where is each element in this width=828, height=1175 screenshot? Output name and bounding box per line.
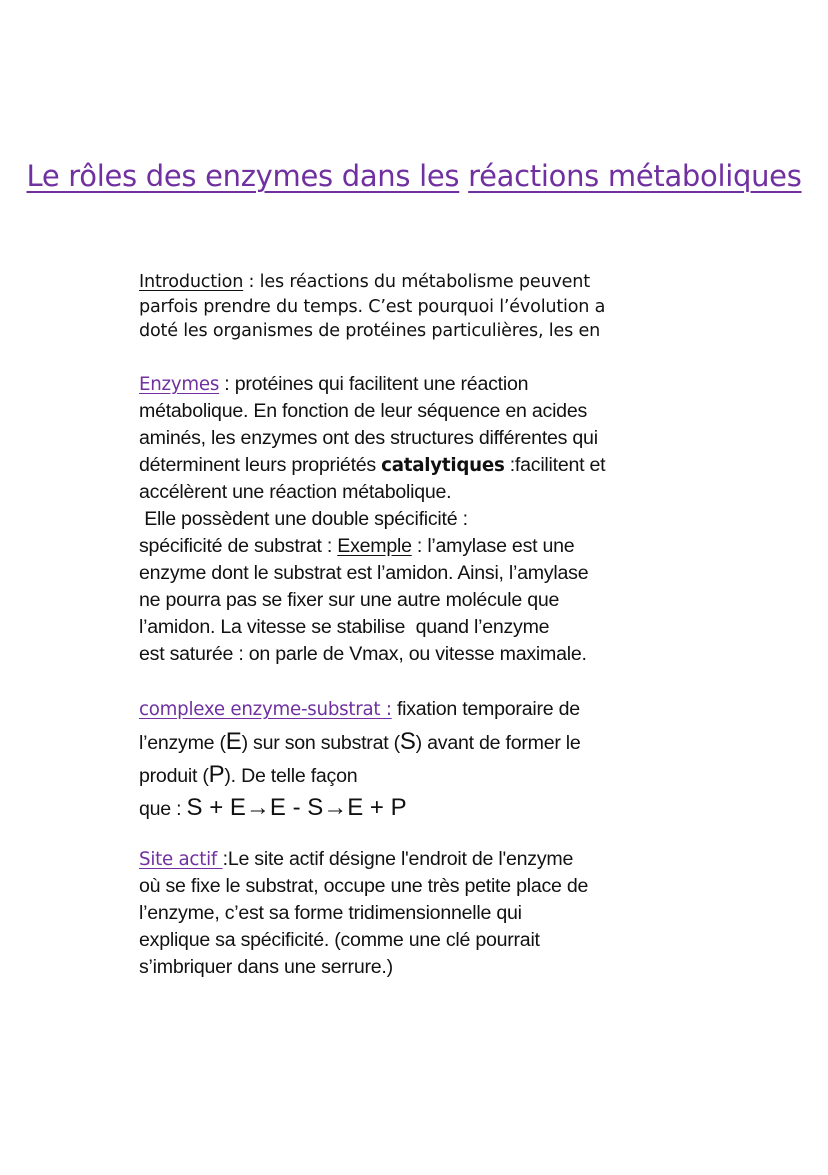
enzymes-text: : protéines qui facilitent une réaction: [219, 373, 529, 395]
enzymes-text: : l’amylase est une: [411, 535, 575, 557]
site-actif-label: Site actif: [139, 849, 223, 870]
substrate-symbol: S: [399, 728, 416, 755]
enzymes-line-2: métabolique. En fonction de leur séquence en acides: [139, 400, 588, 422]
intro-line-3: doté les organismes de protéines particulières, les en: [139, 321, 601, 341]
title-line-2: [468, 150, 801, 203]
enzyme-symbol: E: [225, 728, 242, 755]
enzymes-line-10: l’amidon. La vitesse se stabilise quand l’enzyme: [139, 616, 550, 638]
enzymes-line-6: Elle possèdent une double spécificité :: [139, 508, 468, 530]
enzymes-line-4: [139, 452, 714, 479]
enzymes-text: déterminent leurs propriétés: [139, 454, 382, 476]
reaction-equation: S + E→E - S→E + P: [186, 794, 407, 821]
enzymes-text: spécificité de substrat :: [139, 535, 338, 557]
product-symbol: P: [208, 761, 225, 788]
exemple-label: Exemple: [337, 535, 412, 557]
complexe-text: ) sur son substrat (: [241, 732, 400, 754]
enzymes-label: Enzymes: [139, 374, 220, 395]
enzymes-line-11: est saturée : on parle de Vmax, ou vitesse maximale.: [139, 643, 587, 665]
catalytiques-term: catalytiques: [381, 455, 505, 476]
enzymes-line-5: accélèrent une réaction métabolique.: [139, 481, 452, 503]
enzymes-line-8: enzyme dont le substrat est l’amidon. Ainsi, l’amylase: [139, 562, 589, 584]
enzymes-text: :facilitent et: [504, 454, 606, 476]
site-text: :Le site actif désigne l'endroit de l'enzyme: [222, 848, 574, 870]
complexe-text: ). De telle façon: [224, 765, 358, 787]
intro-line-1: [139, 270, 714, 295]
complexe-line-2: [139, 726, 714, 759]
enzymes-section: [139, 371, 714, 668]
complexe-text: produit (: [139, 765, 209, 787]
title-text-2: réactions métaboliques: [468, 159, 802, 193]
site-line-4: explique sa spécificité. (comme une clé pourrait: [139, 929, 540, 951]
complexe-line-1: [139, 693, 714, 726]
site-line-5: s’imbriquer dans une serrure.): [139, 956, 393, 978]
site-line-3: l’enzyme, c’est sa forme tridimensionnelle qui: [139, 902, 522, 924]
enzymes-line-3: aminés, les enzymes ont des structures différentes qui: [139, 427, 598, 449]
complexe-text: fixation temporaire de: [391, 698, 580, 720]
title-line-1: [26, 150, 459, 203]
intro-text: : les réactions du métabolisme peuvent: [243, 272, 590, 292]
introduction-label: Introduction: [139, 272, 244, 292]
site-actif-section: [139, 846, 714, 981]
enzymes-line-9: ne pourra pas se fixer sur une autre molécule que: [139, 589, 560, 611]
title-text-1: Le rôles des enzymes dans les: [26, 159, 460, 193]
complexe-line-3: [139, 759, 714, 792]
page-title: [0, 150, 828, 203]
introduction-section: [139, 270, 714, 344]
intro-line-2: parfois prendre du temps. C’est pourquoi l’évolution a: [139, 296, 606, 317]
enzymes-line-1: [139, 371, 714, 398]
enzymes-line-7: [139, 533, 714, 560]
site-line-1: [139, 846, 714, 873]
complexe-text: ) avant de former le: [415, 732, 581, 754]
complexe-label: complexe enzyme-substrat :: [139, 699, 392, 720]
site-line-2: où se fixe le substrat, occupe une très petite place de: [139, 875, 589, 897]
complexe-section: [139, 693, 714, 825]
complexe-text: l’enzyme (: [139, 732, 226, 754]
complexe-text: que :: [139, 798, 187, 820]
complexe-line-4: [139, 792, 714, 825]
